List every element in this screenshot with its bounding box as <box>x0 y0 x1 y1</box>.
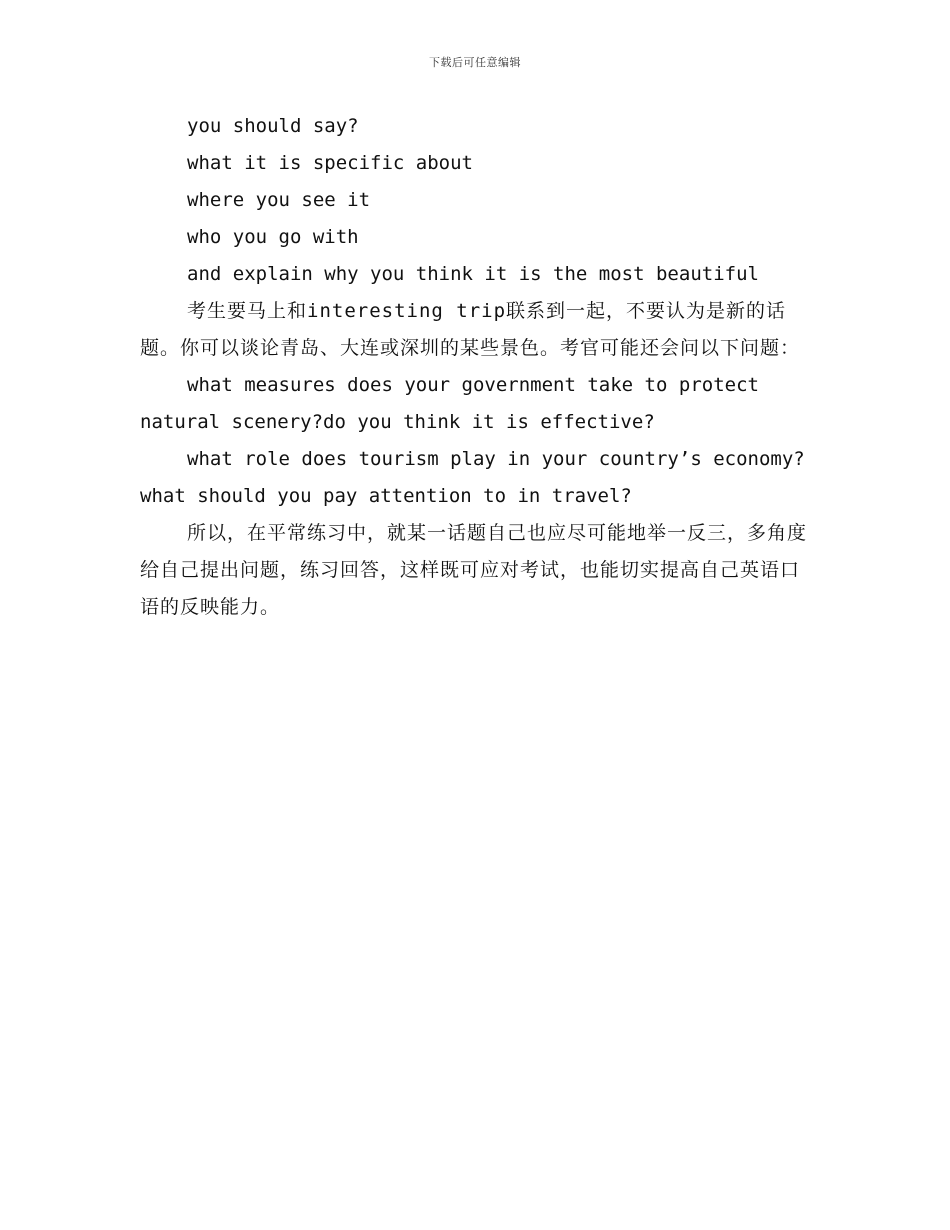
paragraph-advice: 考生要马上和interesting trip联系到一起，不要认为是新的话题。你可以谈论青岛、大连或深圳的某些景色。考官可能还会问以下问题： <box>140 300 801 359</box>
paragraph-prompt-intro: you should say? <box>187 115 359 137</box>
paragraph-conclusion: 所以，在平常练习中，就某一话题自己也应尽可能地举一反三，多角度给自己提出问题，练习回答，这样既可应对考试，也能切实提高自己英语口语的反映能力。 <box>140 522 808 618</box>
paragraph-prompt-where: where you see it <box>187 189 371 211</box>
paragraph-prompt-what: what it is specific about <box>187 152 473 174</box>
paragraph-prompt-who: who you go with <box>187 226 359 248</box>
page-header: 下载后可任意编辑 <box>429 56 521 69</box>
document-body <box>140 108 810 626</box>
paragraph-question-tourism: what role does tourism play in your country’s economy? what should you pay attention to in travel? <box>140 448 805 507</box>
paragraph-question-government: what measures does your government take to protect natural scenery?do you think it is effective? <box>140 374 759 433</box>
paragraph-prompt-explain: and explain why you think it is the most beautiful <box>187 263 759 285</box>
